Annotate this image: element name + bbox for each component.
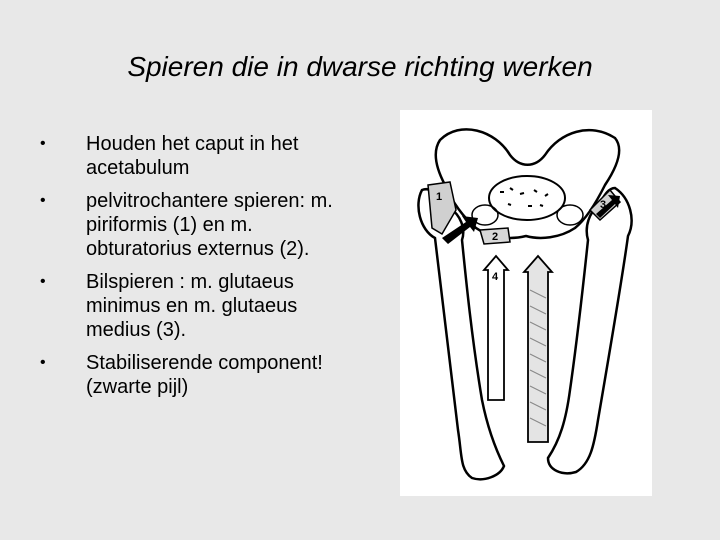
bullet-marker: • <box>40 273 46 290</box>
bullet-text: pelvitrochantere spieren: m. piriformis (1) en m. obturatorius externus (2). <box>86 190 333 260</box>
pelvis-outline <box>436 129 619 238</box>
sacrum-dots <box>500 188 548 206</box>
anatomy-illustration <box>400 110 652 496</box>
bullet-list <box>40 132 360 408</box>
bullet-item <box>40 270 360 342</box>
bullet-text: Bilspieren : m. glutaeus minimus en m. glutaeus medius (3). <box>86 271 298 341</box>
bullet-item <box>40 351 360 399</box>
bullet-item <box>40 189 360 261</box>
figure-label-2: 2 <box>492 231 499 243</box>
bullet-marker: • <box>40 135 46 152</box>
bullet-text: Houden het caput in het acetabulum <box>86 133 299 179</box>
bullet-text: Stabiliserende component! (zwarte pijl) <box>86 352 323 398</box>
figure-label-3: 3 <box>600 199 607 211</box>
bullet-marker: • <box>40 192 46 209</box>
pelvis-femur-drawing <box>400 110 652 496</box>
bullet-item <box>40 132 360 180</box>
obturator-foramen-right <box>557 205 583 225</box>
muscle-arrow-3-left <box>428 182 456 234</box>
vertical-arrow-4-right <box>524 256 552 442</box>
sacrum-shape <box>489 176 565 220</box>
slide-title: Spieren die in dwarse richting werken <box>127 51 593 82</box>
right-femur <box>548 188 632 473</box>
figure-label-1: 1 <box>436 191 443 203</box>
bullet-marker: • <box>40 354 46 371</box>
figure-label-4: 4 <box>492 271 499 283</box>
